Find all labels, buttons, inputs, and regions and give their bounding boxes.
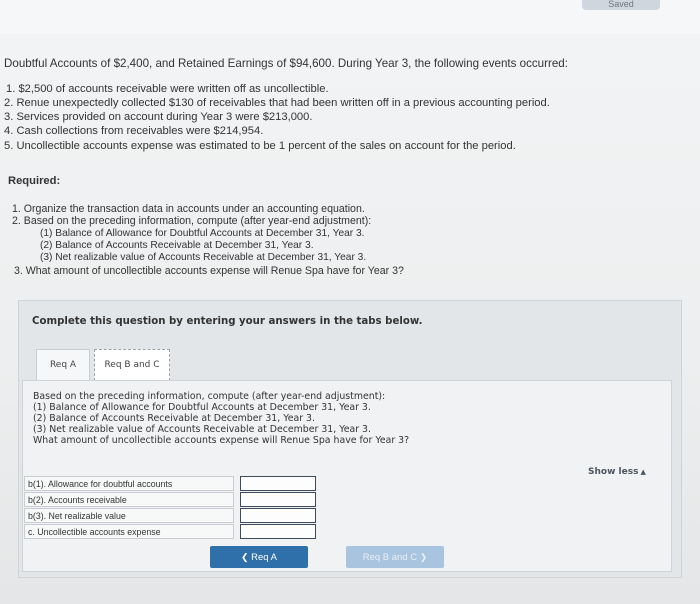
tab-req-a[interactable]: Req A — [36, 349, 90, 381]
show-less-link[interactable] — [588, 467, 646, 477]
question-line: Based on the preceding information, compute (after year-end adjustment): — [33, 391, 386, 402]
chevron-left-icon: ❮ — [240, 552, 249, 562]
question-line: (1) Balance of Allowance for Doubtful Accounts at December 31, Year 3. — [33, 402, 371, 413]
answer-row — [24, 508, 318, 524]
answer-table — [24, 476, 318, 540]
triangle-up-icon: ▲ — [640, 468, 646, 476]
event-item: 3. Services provided on account during Year 3 were $213,000. — [4, 111, 313, 123]
requirement-2-item: (2) Balance of Accounts Receivable at December 31, Year 3. — [40, 240, 314, 251]
tab-req-b-and-c[interactable]: Req B and C — [94, 349, 170, 381]
question-line: (3) Net realizable value of Accounts Receivable at December 31, Year 3. — [33, 424, 371, 435]
requirement-2-item: (3) Net realizable value of Accounts Receivable at December 31, Year 3. — [40, 252, 367, 263]
requirement-3: 3. What amount of uncollectible accounts expense will Renue Spa have for Year 3? — [14, 265, 404, 277]
prev-req-label: Req A — [251, 552, 278, 563]
answer-row — [24, 476, 318, 492]
answer-label: b(1). Allowance for doubtful accounts — [24, 476, 234, 491]
problem-intro: Doubtful Accounts of $2,400, and Retained Earnings of $94,600. During Year 3, the following events occurred: — [4, 57, 568, 70]
event-item: 4. Cash collections from receivables were $214,954. — [4, 125, 264, 137]
answer-row — [24, 492, 318, 508]
accounts-receivable-input[interactable] — [240, 492, 316, 507]
allowance-input[interactable] — [240, 476, 316, 491]
chevron-right-icon: ❯ — [419, 552, 428, 562]
answer-label: b(2). Accounts receivable — [24, 492, 234, 507]
question-line: What amount of uncollectible accounts expense will Renue Spa have for Year 3? — [33, 435, 410, 446]
next-req-label: Req B and C — [362, 552, 418, 563]
question-line: (2) Balance of Accounts Receivable at December 31, Year 3. — [33, 413, 316, 424]
next-req-button[interactable] — [346, 546, 444, 568]
answer-row — [24, 524, 318, 540]
event-item: 2. Renue unexpectedly collected $130 of receivables that had been written off in a previous accounting period. — [4, 97, 550, 109]
requirement-2: 2. Based on the preceding information, compute (after year-end adjustment): — [12, 215, 372, 227]
answer-label: b(3). Net realizable value — [24, 508, 234, 523]
uncollectible-expense-input[interactable] — [240, 524, 316, 539]
event-item: 1. $2,500 of accounts receivable were written off as uncollectible. — [6, 83, 329, 95]
prev-req-button[interactable] — [210, 546, 308, 568]
saved-button[interactable]: Saved — [582, 0, 660, 10]
required-heading: Required: — [8, 175, 61, 187]
net-realizable-value-input[interactable] — [240, 508, 316, 523]
requirement-1: 1. Organize the transaction data in accounts under an accounting equation. — [12, 203, 365, 215]
show-less-label: Show less — [588, 467, 639, 477]
top-bar — [0, 0, 700, 34]
answer-label: c. Uncollectible accounts expense — [24, 524, 234, 539]
instruction-text: Complete this question by entering your answers in the tabs below. — [32, 316, 423, 327]
requirement-2-item: (1) Balance of Allowance for Doubtful Accounts at December 31, Year 3. — [40, 228, 365, 239]
event-item: 5. Uncollectible accounts expense was estimated to be 1 percent of the sales on account for the period. — [4, 140, 516, 152]
